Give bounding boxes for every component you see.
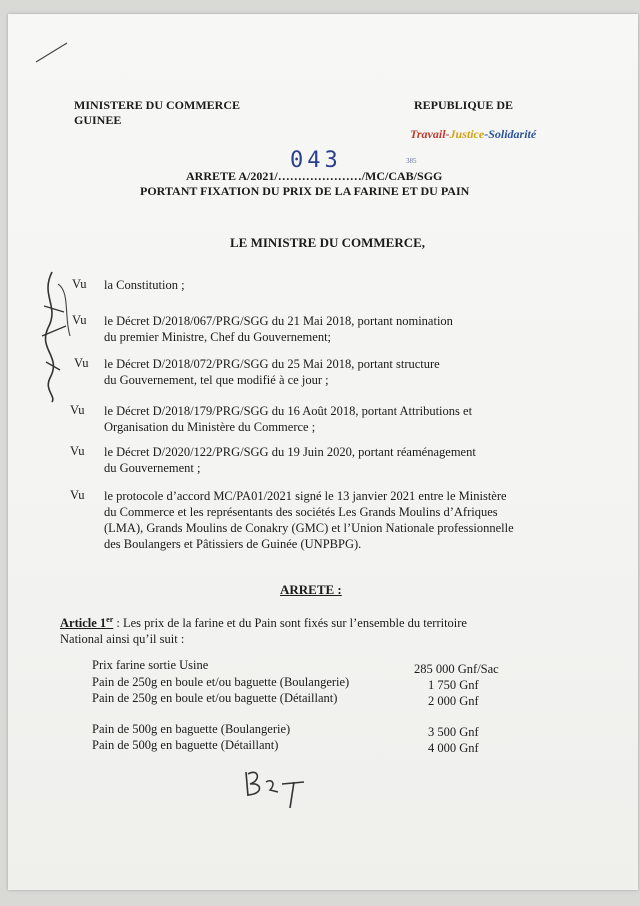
price-item-value: 1 750 Gnf [428,678,479,692]
bottom-initials-icon [236,762,316,814]
price-item-value: 2 000 Gnf [428,694,479,708]
vu-text-decret-072 [104,356,440,388]
vu-line: du Gouvernement, tel que modifié à ce jour ; [104,373,329,387]
article-1-label [60,616,113,630]
country-name-line1: REPUBLIQUE DE [414,98,514,112]
national-motto [410,127,536,142]
motto-travail: Travail- [410,127,450,141]
vu-line: le Décret D/2018/179/PRG/SGG du 16 Août 2018, portant Attributions et [104,404,473,418]
decree-ref-suffix: /MC/CAB/SGG [361,169,443,183]
vu-marker: Vu [70,488,85,502]
vu-text-protocole [104,488,514,552]
decree-ref-dots: ………………… [277,169,362,183]
arrete-heading: ARRETE : [280,582,342,597]
vu-line: Organisation du Ministère du Commerce ; [104,420,316,434]
article-1 [60,612,467,647]
price-item-value: 4 000 Gnf [428,741,479,755]
vu-line: le protocole d’accord MC/PA01/2021 signé le 13 janvier 2021 entre le Ministère [104,489,507,503]
country-name-line2: GUINEE [74,113,122,127]
vu-line: le Décret D/2018/072/PRG/SGG du 25 Mai 2018, portant structure [104,357,440,371]
article-1-superscript: er [106,615,114,624]
vu-text-decret-179 [104,403,472,435]
vu-marker: Vu [70,444,85,458]
motto-justice: Justice [449,127,485,141]
vu-marker: Vu [70,403,85,417]
price-item-label: Pain de 500g en baguette (Boulangerie) [92,722,291,736]
vu-line: du Gouvernement ; [104,461,201,475]
vu-marker: Vu [72,313,87,327]
price-item-value: 3 500 Gnf [428,725,479,739]
vu-text-decret-067 [104,313,453,345]
authority-heading: LE MINISTRE DU COMMERCE, [230,235,426,250]
vu-line: (LMA), Grands Moulins de Conakry (GMC) et l’Union Nationale professionnelle [104,521,514,535]
vu-line: le Décret D/2020/122/PRG/SGG du 19 Juin 2020, portant réaménagement [104,445,476,459]
decree-ref-prefix: ARRETE A/2021/ [186,169,278,183]
vu-marker: Vu [72,277,87,291]
price-item-label: Pain de 250g en boule et/ou baguette (Boulangerie) [92,675,350,689]
vu-text-constitution [104,277,185,293]
vu-line: du Commerce et les représentants des sociétés Les Grands Moulins d’Afriques [104,505,498,519]
vu-marker: Vu [74,356,89,370]
decree-subject: PORTANT FIXATION DU PRIX DE LA FARINE ET DU PAIN [140,184,470,198]
price-item-value: 285 000 Gnf/Sac [414,662,499,676]
document-page [8,14,638,890]
article-1-label-text: Article 1 [60,616,107,631]
article-1-text-line1: : Les prix de la farine et du Pain sont fixés sur l’ensemble du territoire [113,616,467,631]
vu-line: la Constitution ; [104,278,185,292]
vu-line: des Boulangers et Pâtissiers de Guinée (UNPBPG). [104,537,362,551]
article-1-text-line2: National ainsi qu’il suit : [60,632,185,647]
vu-text-decret-122 [104,444,476,476]
vu-line: du premier Ministre, Chef du Gouvernement; [104,330,332,344]
receipt-stamp: 385 [406,157,417,165]
decree-number-handwritten: 043 [290,148,342,173]
vu-line: le Décret D/2018/067/PRG/SGG du 21 Mai 2018, portant nomination [104,314,453,328]
motto-solidarite: -Solidarité [484,127,537,141]
price-item-label: Prix farine sortie Usine [92,658,209,672]
price-item-label: Pain de 250g en boule et/ou baguette (Détaillant) [92,691,338,705]
ministry-name: MINISTERE DU COMMERCE [74,98,241,112]
pen-mark-icon [34,40,70,64]
price-item-label: Pain de 500g en baguette (Détaillant) [92,738,279,752]
